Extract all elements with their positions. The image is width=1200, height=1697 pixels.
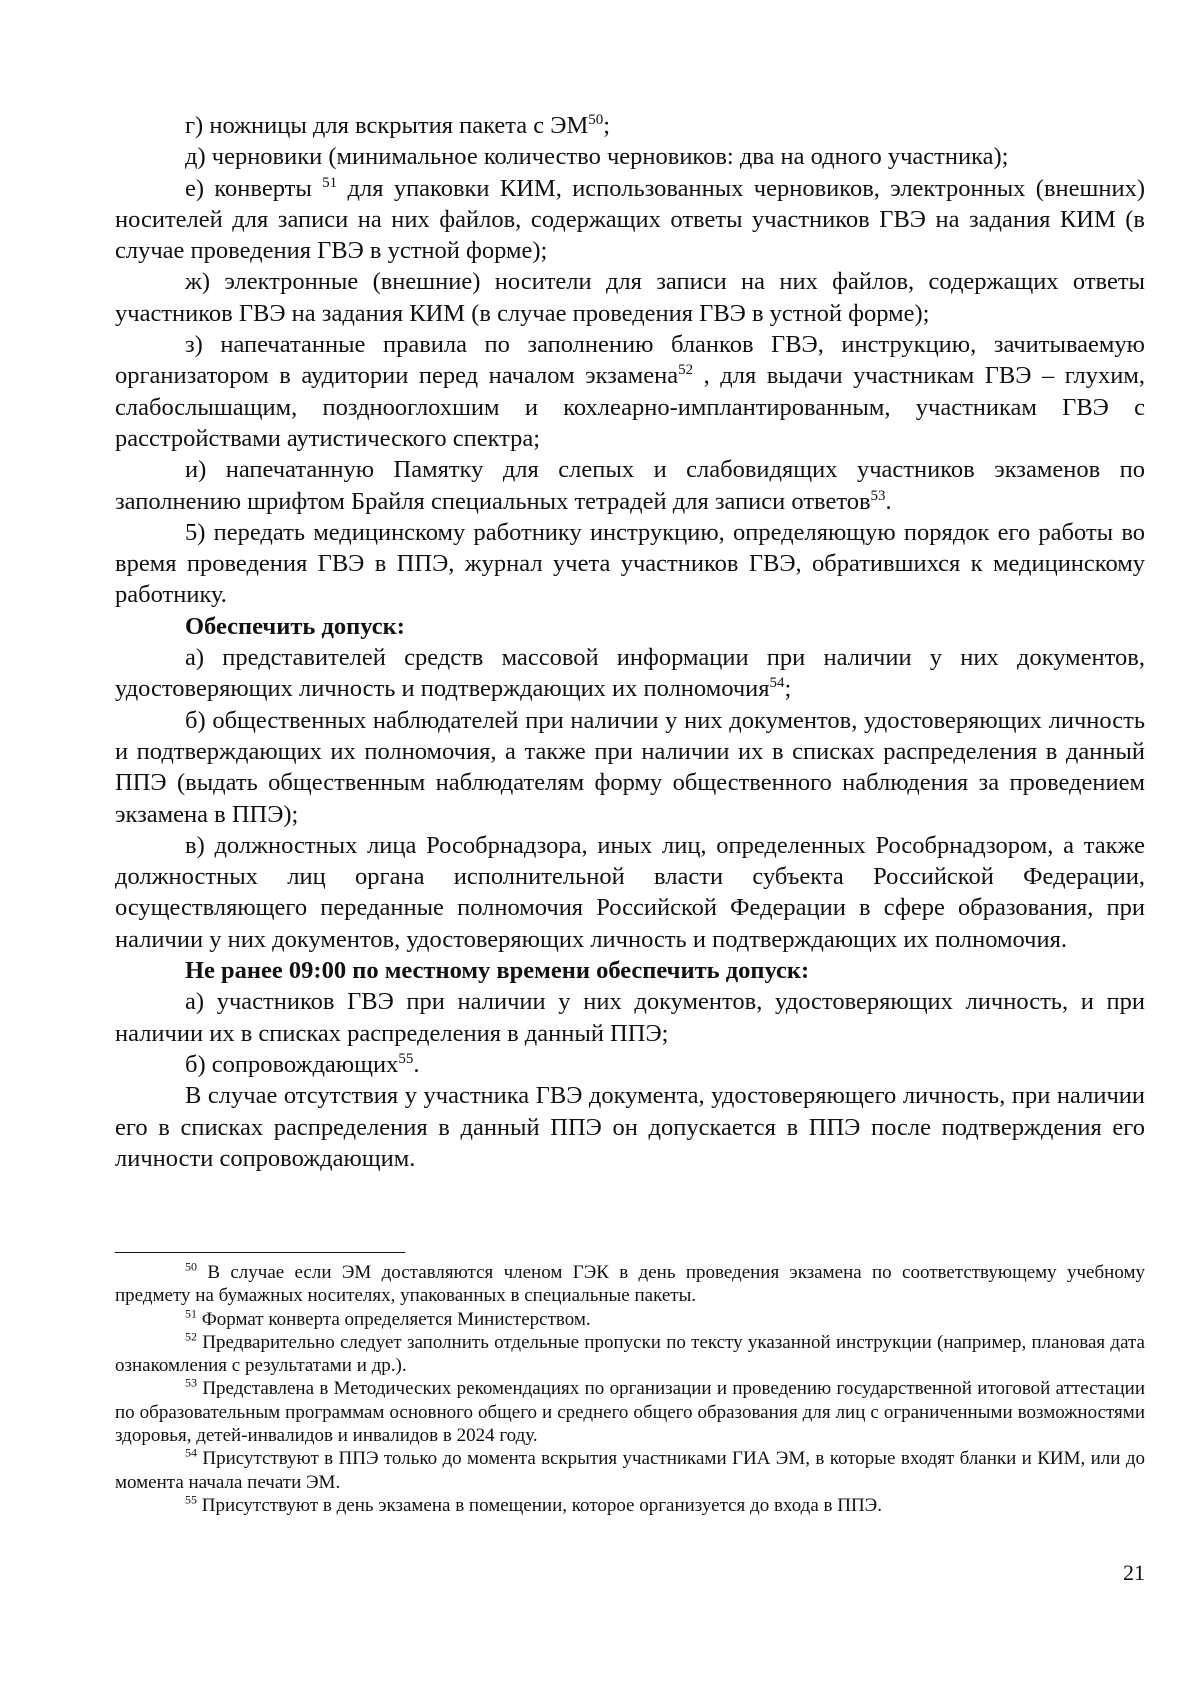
paragraph	[115, 705, 1145, 830]
paragraph-text: ж) электронные (внешние) носители для записи на них файлов, содержащих ответы участников ГВЭ на задания КИМ (в случае проведения ГВЭ в устной форме);	[115, 268, 1145, 327]
paragraph-text: 5) передать медицинскому работнику инструкцию, определяющую порядок его работы во время проведения ГВЭ в ППЭ, журнал учета участников ГВЭ, обратившихся к медицинскому работнику.	[115, 518, 1145, 609]
paragraph	[115, 1049, 1145, 1080]
paragraph	[115, 986, 1145, 1049]
paragraph-text: е) конверты	[185, 174, 323, 202]
footnote-text: Представлена в Методических рекомендациях по организации и проведению государственной итоговой аттестации по образовательным программам основного общего и среднего общего образования для лиц с ограниченными возможностями здоровья, детей-инвалидов и инвалидов в 2024 году.	[115, 1378, 1145, 1447]
paragraph-text: Обеспечить допуск:	[185, 612, 405, 640]
footnote-text: Присутствуют в день экзамена в помещении, которое организуется до входа в ППЭ.	[197, 1494, 882, 1516]
body-text	[115, 110, 1145, 1174]
paragraph	[115, 1080, 1145, 1174]
paragraph	[115, 642, 1145, 705]
footnote-number: 50	[185, 1259, 197, 1274]
footnote-text: Присутствуют в ППЭ только до момента вскрытия участниками ГИА ЭМ, в которые входят бланки и КИМ, или до момента начала печати ЭМ.	[115, 1448, 1145, 1493]
paragraph	[115, 830, 1145, 955]
paragraph-text: , для выдачи участникам ГВЭ – глухим, слабослышащим, позднооглохшим и кохлеарно-имплантированным, участникам ГВЭ с расстройствами аутистического спектра;	[115, 362, 1145, 452]
paragraph	[115, 454, 1145, 517]
footnote-reference: 55	[398, 1050, 414, 1067]
paragraph	[115, 141, 1145, 172]
footnote	[115, 1377, 1145, 1447]
section-heading	[115, 955, 1145, 986]
paragraph-text: а) участников ГВЭ при наличии у них документов, удостоверяющих личность, и при наличии их в списках распределения в данный ППЭ;	[115, 988, 1145, 1047]
paragraph-text: В случае отсутствия у участника ГВЭ документа, удостоверяющего личность, при наличии его в списках распределения в данный ППЭ он допускается в ППЭ после подтверждения его личности сопровождающим.	[115, 1082, 1145, 1172]
footnote-reference: 51	[322, 174, 338, 191]
paragraph	[115, 110, 1145, 141]
paragraph-text: Не ранее 09:00 по местному времени обеспечить допуск:	[185, 957, 810, 985]
page-number: 21	[1123, 1560, 1145, 1585]
footnote-number: 52	[185, 1329, 197, 1344]
paragraph-text: з) напечатанные правила по заполнению бланков ГВЭ, инструкцию, зачитываемую организатором в аудитории перед началом экзамена	[115, 331, 1145, 390]
paragraph-text: ;	[603, 112, 611, 139]
footnote	[115, 1331, 1145, 1378]
paragraph-text: в) должностных лица Рособрнадзора, иных лиц, определенных Рособрнадзором, а также должностных лиц органа исполнительной власти субъекта Российской Федерации, осуществляющего переданные полномочия Российской Федерации в сфере образования, при наличии у них документов, удостоверяющих личность и подтверждающих их полномочия.	[115, 831, 1145, 953]
footnote	[115, 1261, 1145, 1308]
footnote-reference: 52	[678, 362, 694, 379]
footnote	[115, 1447, 1145, 1494]
paragraph-text: ;	[784, 675, 792, 703]
paragraph-text: б) сопровождающих	[185, 1050, 399, 1078]
paragraph-text: .	[413, 1050, 420, 1078]
paragraph-text: б) общественных наблюдателей при наличии у них документов, удостоверяющих личность и подтверждающих их полномочия, а также при наличии их в списках распределения в данный ППЭ (выдать общественным наблюдателям форму общественного наблюдения за проведением экзамена в ППЭ);	[115, 706, 1145, 828]
paragraph	[115, 517, 1145, 611]
footnote-number: 51	[185, 1306, 197, 1321]
paragraph	[115, 329, 1145, 454]
footnote-number: 54	[185, 1446, 197, 1461]
footnote-reference: 54	[769, 675, 785, 692]
footnote-number: 55	[185, 1492, 197, 1507]
footnote-text: Формат конверта определяется Министерством.	[197, 1308, 591, 1330]
footnote-text: В случае если ЭМ доставляются членом ГЭК в день проведения экзамена по соответствующему учебному предмету на бумажных носителях, упакованных в специальные пакеты.	[115, 1262, 1145, 1307]
paragraph-text: д) черновики (минимальное количество черновиков: два на одного участника);	[185, 143, 1009, 171]
footnote	[115, 1494, 1145, 1517]
paragraph-text: .	[885, 487, 892, 515]
paragraph-text: для упаковки КИМ, использованных черновиков, электронных (внешних) носителей для записи на них файлов, содержащих ответы участников ГВЭ на задания КИМ (в случае проведения ГВЭ в устной форме);	[115, 174, 1145, 265]
footnote-text: Предварительно следует заполнить отдельные пропуски по тексту указанной инструкции (например, плановая дата ознакомления с результатами и др.).	[115, 1331, 1145, 1377]
section-heading	[115, 611, 1145, 642]
paragraph	[115, 266, 1145, 329]
paragraph-text: и) напечатанную Памятку для слепых и слабовидящих участников экзаменов по заполнению шрифтом Брайля специальных тетрадей для записи ответов	[115, 456, 1145, 515]
paragraph-text: а) представителей средств массовой информации при наличии у них документов, удостоверяющих личность и подтверждающих их полномочия	[115, 644, 1145, 703]
footnote-reference: 53	[870, 487, 886, 504]
footnote-reference: 50	[588, 111, 604, 128]
footnote-separator	[115, 1252, 405, 1253]
footnote	[115, 1308, 1145, 1331]
paragraph-text: г) ножницы для вскрытия пакета с ЭМ	[185, 112, 589, 139]
footnote-number: 53	[185, 1376, 197, 1391]
paragraph	[115, 173, 1145, 267]
footnotes	[115, 1261, 1145, 1517]
